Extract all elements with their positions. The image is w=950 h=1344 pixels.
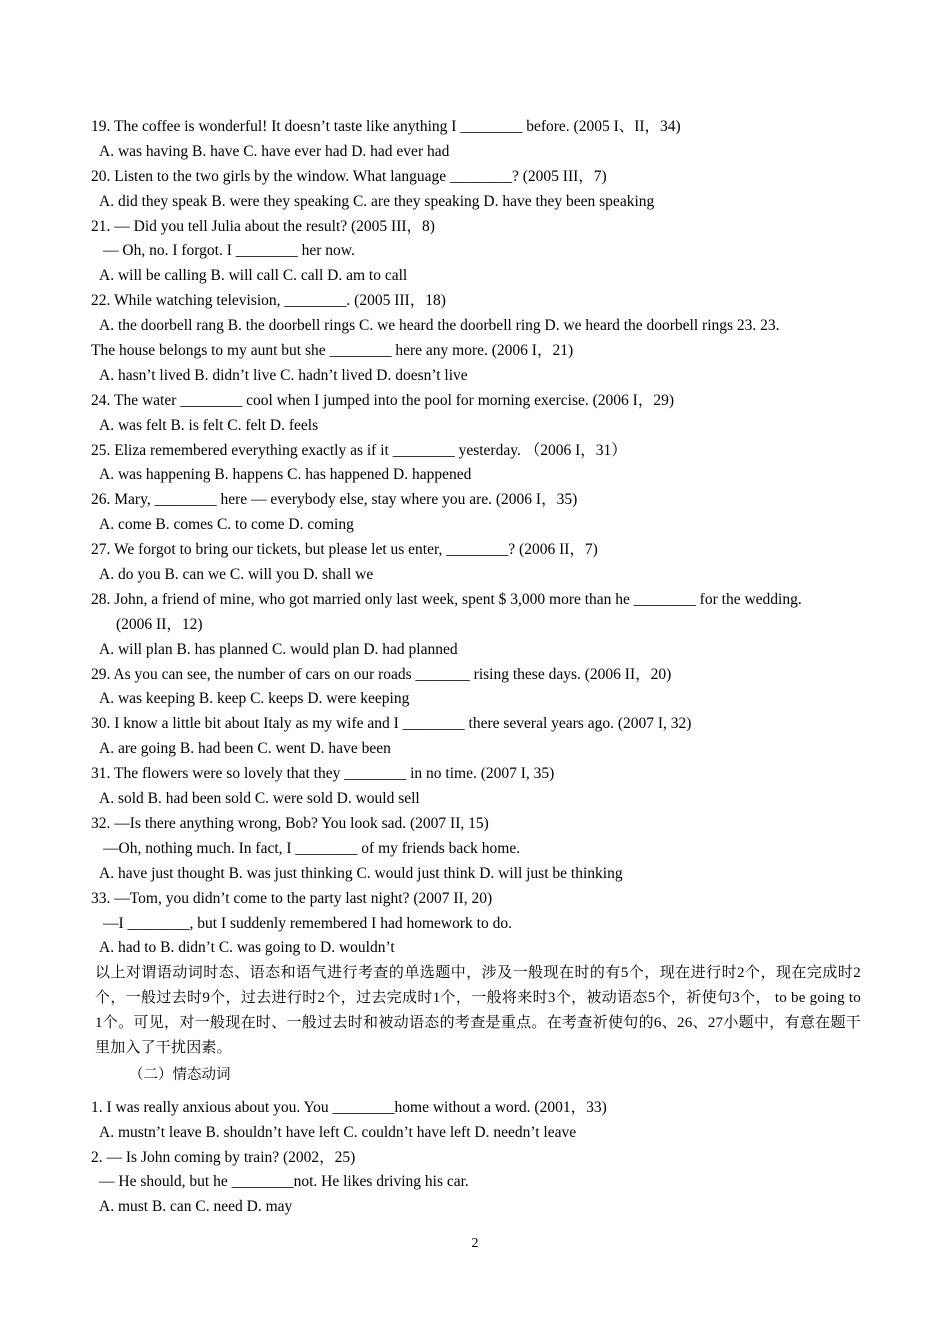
- answer-options-line: A. was felt B. is felt C. felt D. feels: [99, 416, 319, 434]
- question-block-modals: [91, 1096, 861, 1220]
- question-line: The house belongs to my aunt but she ________ here any more. (2006 I，21): [91, 342, 574, 360]
- answer-options-line: A. come B. comes C. to come D. coming: [99, 516, 354, 534]
- question-line: 33. —Tom, you didn’t come to the party last night? (2007 II, 20): [91, 889, 493, 907]
- answer-options-line: A. hasn’t lived B. didn’t live C. hadn’t lived D. doesn’t live: [99, 366, 468, 384]
- question-line: 27. We forgot to bring our tickets, but please let us enter, ________? (2006 II，7): [91, 541, 598, 559]
- answer-options-line: A. sold B. had been sold C. were sold D. would sell: [99, 790, 420, 808]
- question-line: 20. Listen to the two girls by the window. What language ________? (2005 III，7): [91, 167, 607, 185]
- question-line: 1. I was really anxious about you. You ________home without a word. (2001，33): [91, 1098, 607, 1116]
- page-number: 2: [471, 1236, 479, 1251]
- answer-options-line: A. did they speak B. were they speaking C. are they speaking D. have they been speaking: [99, 192, 655, 210]
- question-line: 31. The flowers were so lovely that they ________ in no time. (2007 I, 35): [91, 765, 555, 783]
- answer-options-line: A. do you B. can we C. will you D. shall we: [99, 566, 374, 584]
- answer-options-line: — He should, but he ________not. He likes driving his car.: [99, 1173, 469, 1191]
- answer-options-line: A. are going B. had been C. went D. have been: [99, 740, 391, 758]
- answer-options-line: —I ________, but I suddenly remembered I had homework to do.: [103, 914, 512, 932]
- question-line: 30. I know a little bit about Italy as my wife and I ________ there several years ago. (2007 I, 32): [91, 715, 692, 733]
- answer-options-line: A. will be calling B. will call C. call D. am to call: [99, 267, 408, 285]
- answer-options-line: A. was having B. have C. have ever had D. had ever had: [99, 142, 450, 160]
- question-line: 32. —Is there anything wrong, Bob? You look sad. (2007 II, 15): [91, 814, 489, 832]
- question-line: 2. — Is John coming by train? (2002，25): [91, 1148, 356, 1166]
- question-block-tenses: [91, 115, 861, 961]
- question-line: 25. Eliza remembered everything exactly as if it ________ yesterday. （2006 I，31）: [91, 441, 627, 459]
- answer-options-line: — Oh, no. I forgot. I ________ her now.: [103, 242, 355, 260]
- question-line: 21. — Did you tell Julia about the result? (2005 III，8): [91, 217, 435, 235]
- question-line: 22. While watching television, ________. (2005 III，18): [91, 292, 446, 310]
- question-line: 28. John, a friend of mine, who got married only last week, spent $ 3,000 more than he ________ for the wedding.: [91, 590, 802, 608]
- answer-options-line: A. the doorbell rang B. the doorbell rings C. we heard the doorbell ring D. we heard the doorbell rings 23. 23.: [99, 317, 780, 335]
- section-heading-modal-verbs: （二）情态动词: [129, 1066, 231, 1083]
- answer-options-line: —Oh, nothing much. In fact, I ________ of my friends back home.: [103, 839, 521, 857]
- answer-options-line: A. have just thought B. was just thinking C. would just think D. will just be thinking: [99, 864, 623, 882]
- question-line: 19. The coffee is wonderful! It doesn’t taste like anything I ________ before. (2005 I、II，34): [91, 118, 681, 135]
- answer-options-line: A. must B. can C. need D. may: [99, 1198, 293, 1216]
- answer-options-line: A. had to B. didn’t C. was going to D. wouldn’t: [99, 939, 395, 957]
- question-line: 26. Mary, ________ here — everybody else, stay where you are. (2006 I，35): [91, 491, 578, 509]
- question-line: 29. As you can see, the number of cars on our roads _______ rising these days. (2006 II，20): [91, 665, 672, 683]
- question-line: 24. The water ________ cool when I jumped into the pool for morning exercise. (2006 I，29): [91, 391, 674, 409]
- answer-options-line: (2006 II，12): [116, 615, 203, 633]
- answer-options-line: A. mustn’t leave B. shouldn’t have left C. couldn’t have left D. needn’t leave: [99, 1123, 577, 1141]
- answer-options-line: A. will plan B. has planned C. would plan D. had planned: [99, 640, 458, 658]
- page-content: [91, 115, 861, 1220]
- analysis-paragraph: 以上对谓语动词时态、语态和语气进行考查的单选题中，涉及一般现在时的有5个，现在进行时2个，现在完成时2个，一般过去时9个，过去进行时2个，过去完成时1个，一般将来时3个，被动语态5个，祈使句3个， to be going to 1个。可见，对一般现在时、一般过去时和被动语态的考查是重点。在考查祈使句的6、26、27小题中，有意在题干里加入了干扰因素。: [95, 965, 861, 1056]
- answer-options-line: A. was happening B. happens C. has happened D. happened: [99, 466, 472, 484]
- answer-options-line: A. was keeping B. keep C. keeps D. were keeping: [99, 690, 410, 708]
